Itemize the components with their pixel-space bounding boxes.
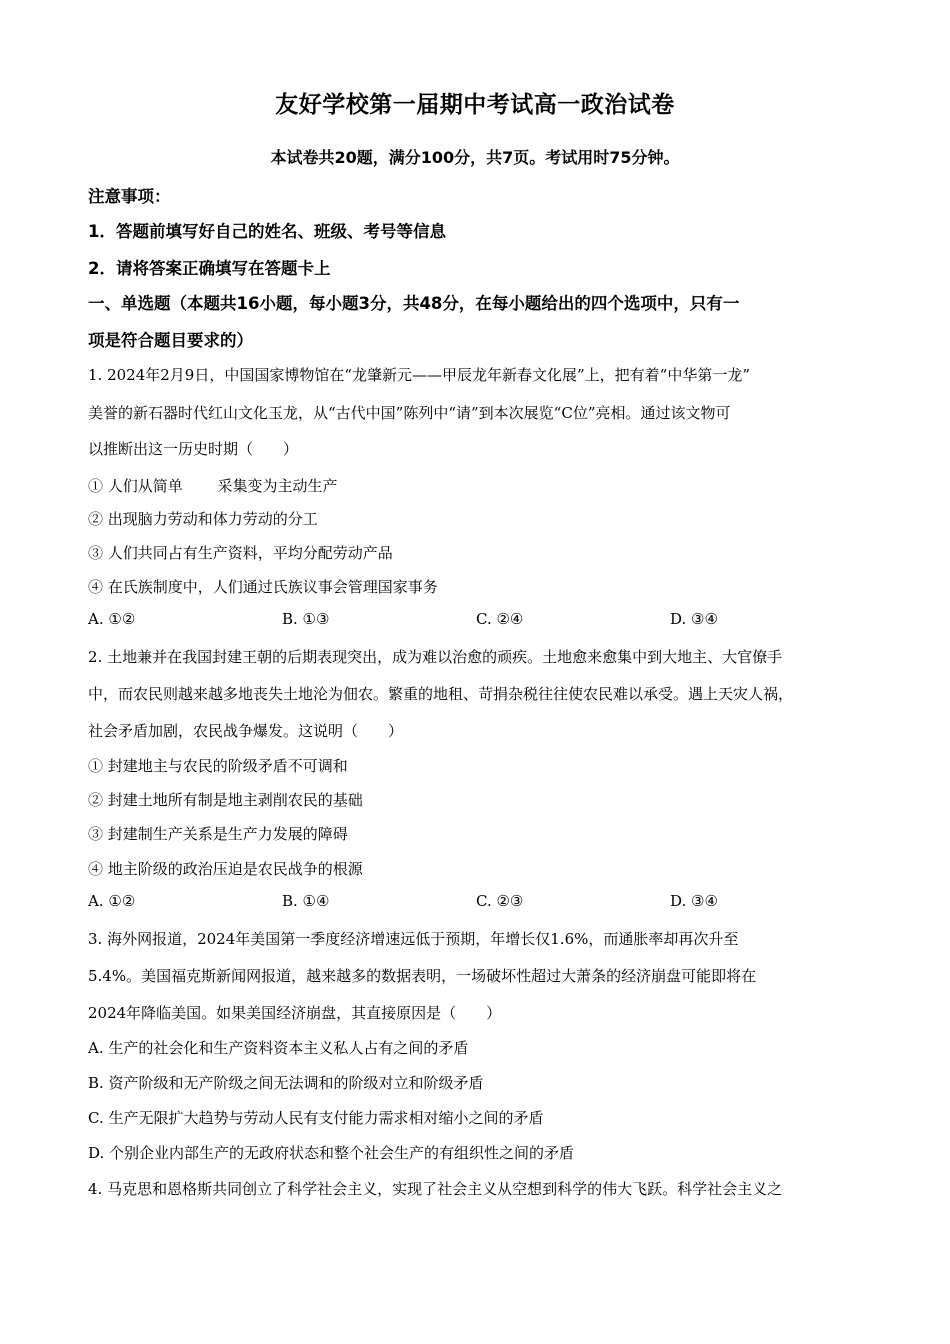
question-3-line-3: 2024年降临美国。如果美国经济崩盘，其直接原因是（ ） bbox=[88, 1004, 502, 1022]
question-3-option-d[interactable]: D. 个别企业内部生产的无政府状态和整个社会生产的有组织性之间的矛盾 bbox=[88, 1144, 575, 1162]
question-1-statement-1: ① 人们从简单 采集变为主动生产 bbox=[88, 477, 338, 495]
question-1-statement-4: ④ 在氏族制度中，人们通过氏族议事会管理国家事务 bbox=[88, 578, 438, 596]
question-2-line-1: 2. 土地兼并在我国封建王朝的后期表现突出，成为难以治愈的顽疾。土地愈来愈集中到大地主、大官僚手 bbox=[88, 648, 783, 666]
question-1-option-b[interactable]: B. ①③ bbox=[282, 610, 330, 628]
question-3-option-a[interactable]: A. 生产的社会化和生产资料资本主义私人占有之间的矛盾 bbox=[88, 1039, 469, 1057]
question-2-option-c[interactable]: C. ②③ bbox=[476, 892, 524, 910]
question-2-option-a[interactable]: A. ①② bbox=[88, 892, 136, 910]
question-3-line-1: 3. 海外网报道，2024年美国第一季度经济增速远低于预期，年增长仅1.6%，而通胀率却再次升至 bbox=[88, 930, 739, 948]
question-2-line-3: 社会矛盾加剧，农民战争爆发。这说明（ ） bbox=[88, 722, 404, 740]
question-2-statement-3: ③ 封建制生产关系是生产力发展的障碍 bbox=[88, 825, 348, 843]
question-2-option-d[interactable]: D. ③④ bbox=[670, 892, 718, 910]
question-2-statement-2: ② 封建土地所有制是地主剥削农民的基础 bbox=[88, 791, 363, 809]
question-2-option-b[interactable]: B. ①④ bbox=[282, 892, 330, 910]
question-1-line-3: 以推断出这一历史时期（ ） bbox=[88, 440, 299, 458]
question-3-option-b[interactable]: B. 资产阶级和无产阶级之间无法调和的阶级对立和阶级矛盾 bbox=[88, 1074, 484, 1092]
question-1-line-2: 美誉的新石器时代红山文化玉龙，从“古代中国”陈列中“请”到本次展览“C位”亮相。通过该文物可 bbox=[88, 404, 731, 422]
question-2-statement-4: ④ 地主阶级的政治压迫是农民战争的根源 bbox=[88, 860, 363, 878]
notice-item-2: 2．请将答案正确填写在答题卡上 bbox=[88, 259, 331, 278]
question-1-statement-2: ② 出现脑力劳动和体力劳动的分工 bbox=[88, 510, 318, 528]
exam-info: 本试卷共20题，满分100分，共7页。考试用时75分钟。 bbox=[270, 148, 680, 167]
section-heading-line-2: 项是符合题目要求的） bbox=[88, 331, 253, 350]
question-2-statement-1: ① 封建地主与农民的阶级矛盾不可调和 bbox=[88, 757, 348, 775]
notice-item-1: 1．答题前填写好自己的姓名、班级、考号等信息 bbox=[88, 222, 446, 241]
question-1-option-c[interactable]: C. ②④ bbox=[476, 610, 524, 628]
question-1-statement-3: ③ 人们共同占有生产资料，平均分配劳动产品 bbox=[88, 544, 393, 562]
notice-heading: 注意事项： bbox=[88, 187, 171, 206]
question-4-line-1: 4. 马克思和恩格斯共同创立了科学社会主义，实现了社会主义从空想到科学的伟大飞跃。科学社会主义之 bbox=[88, 1180, 783, 1198]
question-1-line-1: 1. 2024年2月9日，中国国家博物馆在“龙肇新元——甲辰龙年新春文化展”上，把有着“中华第一龙” bbox=[88, 366, 751, 384]
question-3-line-2: 5.4%。美国福克斯新闻网报道，越来越多的数据表明，一场破坏性超过大萧条的经济崩盘可能即将在 bbox=[88, 967, 757, 985]
page-title: 友好学校第一届期中考试高一政治试卷 bbox=[275, 92, 675, 118]
question-1-option-d[interactable]: D. ③④ bbox=[670, 610, 718, 628]
question-1-option-a[interactable]: A. ①② bbox=[88, 610, 136, 628]
section-heading-line-1: 一、单选题（本题共16小题，每小题3分，共48分，在每小题给出的四个选项中，只有一 bbox=[88, 294, 740, 313]
question-2-line-2: 中，而农民则越来越多地丧失土地沦为佃农。繁重的地租、苛捐杂税往往使农民难以承受。遇上天灾人祸， bbox=[88, 685, 794, 703]
question-3-option-c[interactable]: C. 生产无限扩大趋势与劳动人民有支付能力需求相对缩小之间的矛盾 bbox=[88, 1109, 544, 1127]
